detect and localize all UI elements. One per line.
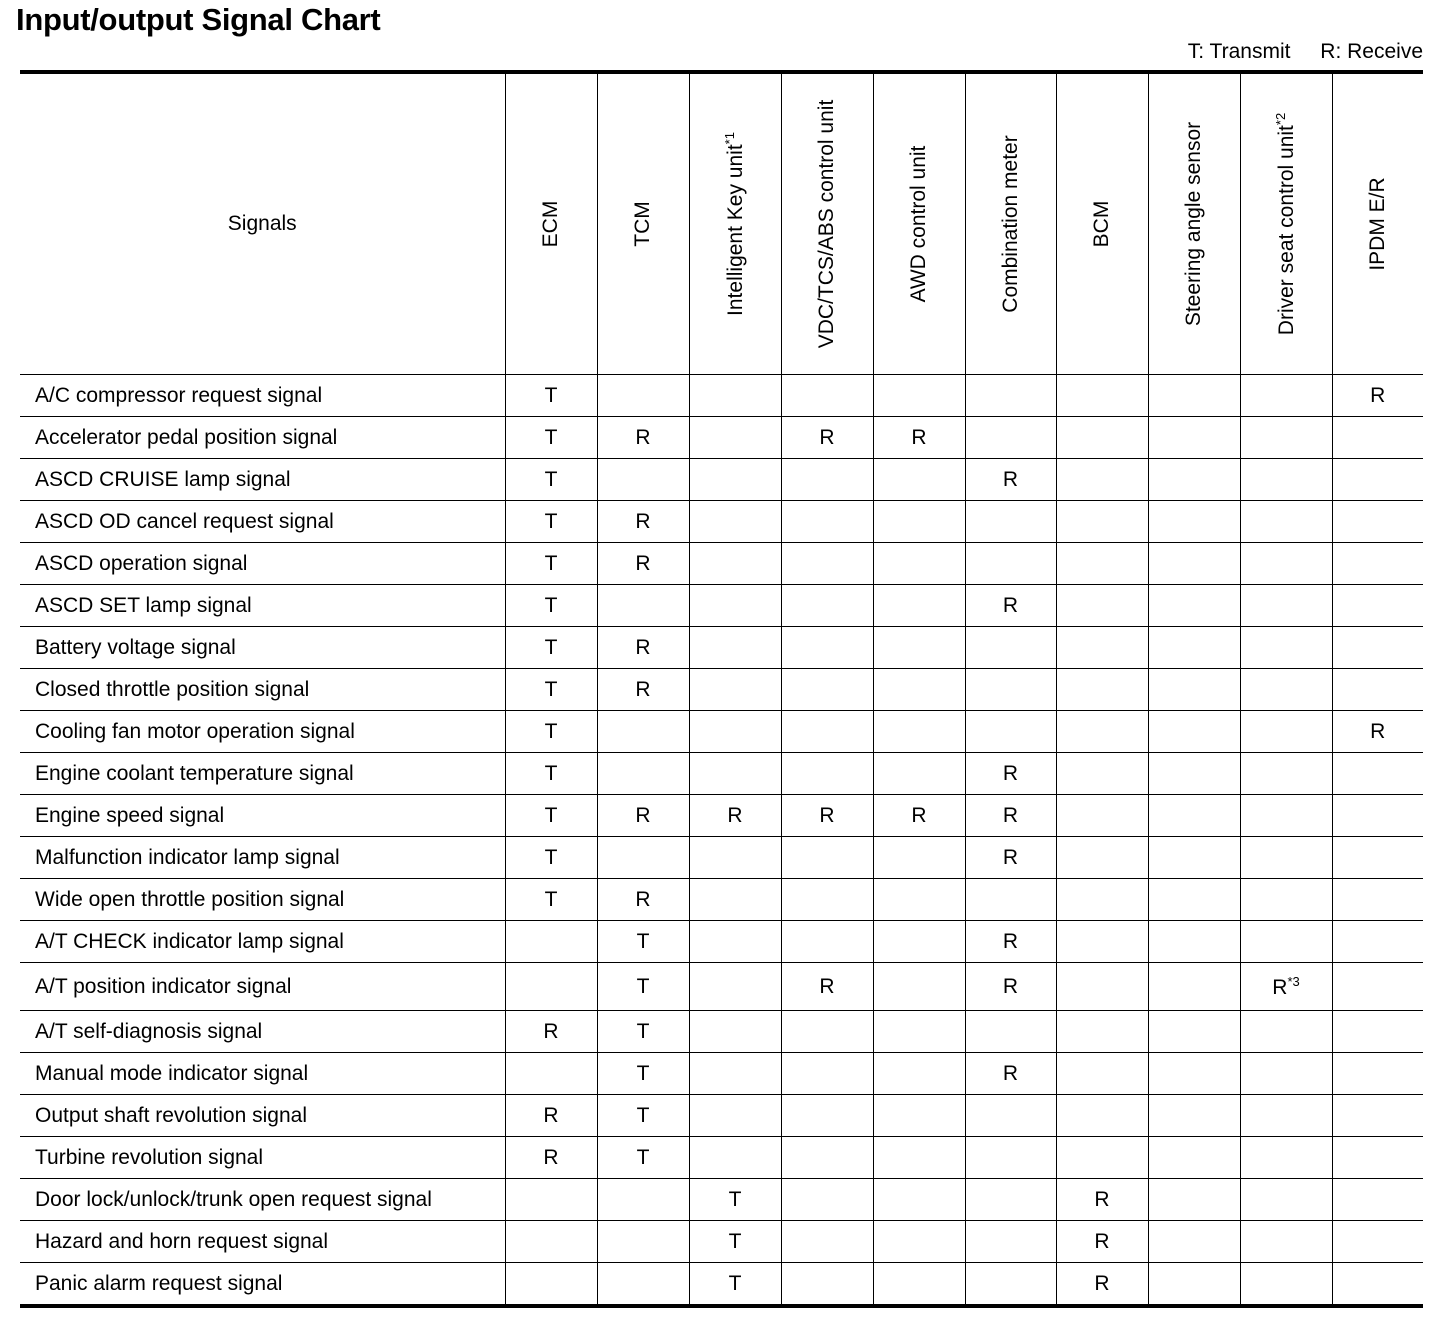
signal-chart-table	[20, 70, 1423, 1308]
signal-cell: T	[505, 711, 597, 753]
signal-cell	[873, 1053, 965, 1095]
legend-receive: R: Receive	[1320, 40, 1423, 63]
signal-cell	[873, 1179, 965, 1221]
signal-name: Manual mode indicator signal	[20, 1053, 505, 1095]
signal-cell: T	[505, 879, 597, 921]
legend	[1188, 40, 1423, 64]
signal-cell	[597, 711, 689, 753]
signal-cell	[873, 963, 965, 1011]
signal-cell	[965, 711, 1056, 753]
signal-name: ASCD CRUISE lamp signal	[20, 459, 505, 501]
signal-cell: R	[1056, 1263, 1148, 1307]
column-header-label: Steering angle sensor	[1182, 121, 1205, 327]
signal-cell	[873, 711, 965, 753]
signal-cell	[1148, 1221, 1240, 1263]
signal-cell	[1148, 375, 1240, 417]
signal-cell	[873, 1011, 965, 1053]
column-header-label: AWD control unit	[907, 145, 930, 303]
signal-cell: R	[965, 1053, 1056, 1095]
signal-cell	[505, 1053, 597, 1095]
signal-cell	[597, 375, 689, 417]
table-row	[20, 795, 1423, 837]
signal-cell	[781, 1137, 873, 1179]
signal-cell: R	[597, 543, 689, 585]
signal-cell	[1240, 1011, 1332, 1053]
signal-cell	[689, 963, 781, 1011]
signal-cell	[597, 585, 689, 627]
signal-cell	[1148, 417, 1240, 459]
signal-cell	[505, 1179, 597, 1221]
signal-cell	[1332, 627, 1423, 669]
signal-cell	[689, 417, 781, 459]
signal-cell	[689, 1095, 781, 1137]
table-row	[20, 711, 1423, 753]
signal-cell	[1056, 711, 1148, 753]
signal-cell	[597, 459, 689, 501]
signal-cell	[873, 585, 965, 627]
signal-cell	[505, 1263, 597, 1307]
signal-cell	[689, 1137, 781, 1179]
signal-cell	[1148, 795, 1240, 837]
signal-cell	[689, 1053, 781, 1095]
signal-cell: T	[597, 963, 689, 1011]
signal-cell	[965, 669, 1056, 711]
signal-cell	[1332, 753, 1423, 795]
signal-cell: R	[965, 585, 1056, 627]
signal-name: Wide open throttle position signal	[20, 879, 505, 921]
signal-cell: T	[505, 837, 597, 879]
signal-cell	[1332, 879, 1423, 921]
signal-cell: R	[965, 837, 1056, 879]
signal-cell	[1240, 753, 1332, 795]
signal-cell: R	[1332, 711, 1423, 753]
signal-cell: R	[781, 795, 873, 837]
signal-cell	[1332, 669, 1423, 711]
signal-name: Accelerator pedal position signal	[20, 417, 505, 459]
signal-cell	[965, 1011, 1056, 1053]
signal-cell	[1148, 501, 1240, 543]
column-header	[1332, 72, 1423, 375]
signal-name: A/T self-diagnosis signal	[20, 1011, 505, 1053]
signal-cell: R	[781, 417, 873, 459]
signal-cell: T	[505, 585, 597, 627]
table-row	[20, 879, 1423, 921]
signal-name: Output shaft revolution signal	[20, 1095, 505, 1137]
signal-cell: T	[597, 1011, 689, 1053]
signal-cell: T	[597, 1095, 689, 1137]
table-row	[20, 837, 1423, 879]
signal-cell	[1332, 1053, 1423, 1095]
signal-cell	[873, 669, 965, 711]
column-header	[505, 72, 597, 375]
signal-cell	[505, 1221, 597, 1263]
signal-cell	[1332, 501, 1423, 543]
signal-cell	[873, 459, 965, 501]
signal-cell: T	[505, 459, 597, 501]
signal-cell	[781, 543, 873, 585]
signal-cell: T	[505, 417, 597, 459]
signal-cell: R	[597, 417, 689, 459]
signal-cell	[781, 585, 873, 627]
signal-cell	[1332, 921, 1423, 963]
signal-cell	[1056, 417, 1148, 459]
signal-cell	[781, 921, 873, 963]
table-row	[20, 459, 1423, 501]
signal-cell	[1332, 795, 1423, 837]
signal-cell	[1332, 837, 1423, 879]
signal-cell	[873, 1095, 965, 1137]
signal-cell	[689, 753, 781, 795]
table-row	[20, 627, 1423, 669]
signal-cell	[597, 1179, 689, 1221]
table-row	[20, 1137, 1423, 1179]
signal-cell	[1148, 837, 1240, 879]
signal-cell	[689, 375, 781, 417]
signal-cell	[1240, 921, 1332, 963]
page-title: Input/output Signal Chart	[16, 2, 381, 37]
signal-cell	[1240, 627, 1332, 669]
signal-cell	[873, 627, 965, 669]
column-header-label: TCM	[631, 201, 654, 247]
signal-cell	[781, 837, 873, 879]
signal-cell	[1056, 1011, 1148, 1053]
column-header	[873, 72, 965, 375]
signal-cell: R	[781, 963, 873, 1011]
signal-cell	[781, 375, 873, 417]
signal-cell	[965, 375, 1056, 417]
signal-cell	[873, 837, 965, 879]
column-header-label: VDC/TCS/ABS control unit	[815, 99, 838, 349]
signal-cell	[781, 753, 873, 795]
signal-cell	[1240, 543, 1332, 585]
signal-cell: T	[689, 1179, 781, 1221]
signal-cell	[781, 1011, 873, 1053]
table-row	[20, 585, 1423, 627]
signal-name: A/T position indicator signal	[20, 963, 505, 1011]
signal-cell	[505, 963, 597, 1011]
signal-cell: T	[597, 1137, 689, 1179]
signal-cell	[689, 627, 781, 669]
signal-cell	[873, 879, 965, 921]
table-row	[20, 1053, 1423, 1095]
signal-name: A/C compressor request signal	[20, 375, 505, 417]
signal-cell	[689, 501, 781, 543]
column-header-label: Driver seat control unit$^{*2}$	[1273, 112, 1298, 336]
signal-cell	[1056, 879, 1148, 921]
column-header	[965, 72, 1056, 375]
signal-cell	[781, 1095, 873, 1137]
signal-cell	[1332, 585, 1423, 627]
signal-cell: R	[965, 459, 1056, 501]
signal-cell	[1148, 627, 1240, 669]
column-header-label: BCM	[1090, 200, 1113, 248]
signal-cell	[1056, 627, 1148, 669]
signal-name: Battery voltage signal	[20, 627, 505, 669]
signal-cell: T	[505, 627, 597, 669]
signal-cell: T	[505, 375, 597, 417]
signal-cell	[1240, 837, 1332, 879]
column-header	[1240, 72, 1332, 375]
signal-cell	[1148, 963, 1240, 1011]
column-header	[1056, 72, 1148, 375]
header-row	[20, 72, 1423, 375]
signal-cell	[781, 627, 873, 669]
column-header	[597, 72, 689, 375]
signal-cell	[781, 459, 873, 501]
signal-cell	[689, 1011, 781, 1053]
signal-cell	[597, 1221, 689, 1263]
signal-cell	[1240, 795, 1332, 837]
table-row	[20, 417, 1423, 459]
column-header	[689, 72, 781, 375]
table-row	[20, 753, 1423, 795]
signal-cell	[781, 501, 873, 543]
signal-cell	[781, 1263, 873, 1307]
signal-cell	[1332, 1137, 1423, 1179]
table-row	[20, 1095, 1423, 1137]
signal-cell	[781, 879, 873, 921]
signal-cell	[873, 543, 965, 585]
signal-cell: R	[965, 795, 1056, 837]
signal-cell: R	[965, 921, 1056, 963]
table-row	[20, 1179, 1423, 1221]
signal-cell	[965, 879, 1056, 921]
signal-cell	[965, 417, 1056, 459]
column-header-label: Combination meter	[998, 135, 1022, 313]
signal-cell	[1240, 501, 1332, 543]
signal-cell	[597, 837, 689, 879]
table-row	[20, 1221, 1423, 1263]
signal-cell: R	[597, 879, 689, 921]
signal-cell	[1240, 585, 1332, 627]
signal-cell	[1332, 1179, 1423, 1221]
table-row	[20, 921, 1423, 963]
signal-cell: R	[965, 753, 1056, 795]
signal-cell	[781, 1221, 873, 1263]
signal-cell	[1148, 753, 1240, 795]
signal-cell	[1148, 1263, 1240, 1307]
signal-cell	[1056, 753, 1148, 795]
signal-cell	[689, 879, 781, 921]
signal-cell: T	[505, 669, 597, 711]
legend-transmit: T: Transmit	[1187, 40, 1291, 63]
signal-cell	[1240, 1095, 1332, 1137]
signal-name: ASCD SET lamp signal	[20, 585, 505, 627]
signal-cell	[781, 711, 873, 753]
signal-cell: T	[689, 1263, 781, 1307]
signal-cell	[1056, 585, 1148, 627]
signal-cell: R	[597, 627, 689, 669]
signal-cell	[965, 1137, 1056, 1179]
signal-cell	[597, 1263, 689, 1307]
table-row	[20, 669, 1423, 711]
signal-cell	[1332, 543, 1423, 585]
signal-cell	[965, 501, 1056, 543]
signal-cell	[1148, 921, 1240, 963]
signal-cell	[1148, 1011, 1240, 1053]
signal-cell	[1056, 1137, 1148, 1179]
signal-cell	[1056, 921, 1148, 963]
signal-cell	[1240, 1263, 1332, 1307]
signal-cell	[965, 1179, 1056, 1221]
signal-cell	[1148, 585, 1240, 627]
signal-cell	[689, 669, 781, 711]
signal-name: Turbine revolution signal	[20, 1137, 505, 1179]
table-row	[20, 543, 1423, 585]
signal-cell	[965, 627, 1056, 669]
signal-cell: T	[689, 1221, 781, 1263]
signal-cell	[1056, 669, 1148, 711]
signal-cell	[1332, 1095, 1423, 1137]
signal-cell	[1148, 543, 1240, 585]
signal-cell: R	[1056, 1179, 1148, 1221]
table-row	[20, 501, 1423, 543]
signal-cell	[1332, 1011, 1423, 1053]
signal-cell	[1240, 711, 1332, 753]
signal-cell: R	[505, 1011, 597, 1053]
signal-cell	[781, 1053, 873, 1095]
signal-cell: T	[505, 543, 597, 585]
signal-cell	[689, 711, 781, 753]
signal-cell: R	[873, 417, 965, 459]
signal-cell	[1332, 963, 1423, 1011]
signal-cell	[689, 459, 781, 501]
signal-cell	[965, 1095, 1056, 1137]
signal-cell	[1240, 879, 1332, 921]
signal-name: Panic alarm request signal	[20, 1263, 505, 1307]
column-header	[1148, 72, 1240, 375]
signal-cell	[689, 585, 781, 627]
signal-cell	[1056, 1095, 1148, 1137]
signal-cell: T	[597, 921, 689, 963]
signal-cell	[1240, 1179, 1332, 1221]
signal-cell	[781, 1179, 873, 1221]
signal-cell	[873, 753, 965, 795]
signal-cell	[873, 1137, 965, 1179]
table-row	[20, 375, 1423, 417]
signal-cell: T	[505, 795, 597, 837]
signal-cell	[965, 543, 1056, 585]
column-header	[781, 72, 873, 375]
signal-cell: $R^{*3}$	[1240, 963, 1332, 1011]
signal-cell: R	[965, 963, 1056, 1011]
signal-cell	[1148, 1179, 1240, 1221]
signal-cell: R	[597, 795, 689, 837]
signal-cell	[965, 1221, 1056, 1263]
signal-name: Engine coolant temperature signal	[20, 753, 505, 795]
signal-cell	[1240, 375, 1332, 417]
signal-name: Door lock/unlock/trunk open request signal	[20, 1179, 505, 1221]
signal-cell	[1332, 1263, 1423, 1307]
signal-cell	[781, 669, 873, 711]
signal-cell	[1056, 375, 1148, 417]
signal-cell	[1332, 1221, 1423, 1263]
table-row	[20, 963, 1423, 1011]
signal-name: A/T CHECK indicator lamp signal	[20, 921, 505, 963]
signal-cell	[1056, 1053, 1148, 1095]
column-header-label: ECM	[539, 200, 562, 248]
signal-cell	[873, 921, 965, 963]
signal-cell	[1056, 501, 1148, 543]
table-row	[20, 1011, 1423, 1053]
signal-cell	[1056, 795, 1148, 837]
signal-cell	[1240, 1221, 1332, 1263]
signal-cell	[965, 1263, 1056, 1307]
signal-cell	[1148, 711, 1240, 753]
signal-cell	[1240, 459, 1332, 501]
signal-cell	[1148, 879, 1240, 921]
signal-cell	[1148, 1095, 1240, 1137]
signal-cell: R	[505, 1095, 597, 1137]
signal-cell: T	[505, 753, 597, 795]
signal-cell: T	[597, 1053, 689, 1095]
column-header-label: IPDM E/R	[1365, 177, 1389, 271]
signal-name: Engine speed signal	[20, 795, 505, 837]
signal-cell	[689, 921, 781, 963]
signal-name: Hazard and horn request signal	[20, 1221, 505, 1263]
signal-cell: R	[505, 1137, 597, 1179]
signal-cell	[873, 1263, 965, 1307]
signal-cell	[689, 543, 781, 585]
signal-cell	[1148, 1053, 1240, 1095]
signal-cell	[597, 753, 689, 795]
signal-cell: R	[1056, 1221, 1148, 1263]
signals-column-header: Signals	[20, 72, 505, 375]
signal-cell	[1056, 963, 1148, 1011]
signal-cell: R	[597, 501, 689, 543]
signal-cell	[689, 837, 781, 879]
signal-cell	[1056, 459, 1148, 501]
signal-cell	[1240, 1053, 1332, 1095]
signal-cell: T	[505, 501, 597, 543]
signal-cell	[1148, 459, 1240, 501]
signal-name: Cooling fan motor operation signal	[20, 711, 505, 753]
table-body	[20, 375, 1423, 1307]
signal-name: Closed throttle position signal	[20, 669, 505, 711]
signal-cell: R	[873, 795, 965, 837]
signal-cell	[1240, 669, 1332, 711]
signal-cell: R	[597, 669, 689, 711]
signal-name: ASCD operation signal	[20, 543, 505, 585]
signal-cell	[1056, 837, 1148, 879]
signal-name: ASCD OD cancel request signal	[20, 501, 505, 543]
signal-cell	[1148, 669, 1240, 711]
column-header-label: Intelligent Key unit$^{*1}$	[722, 132, 747, 316]
signal-cell	[873, 1221, 965, 1263]
signal-cell	[505, 921, 597, 963]
signal-cell: R	[1332, 375, 1423, 417]
signal-cell	[1240, 1137, 1332, 1179]
signal-cell	[1240, 417, 1332, 459]
signal-cell	[1332, 459, 1423, 501]
signal-cell	[873, 501, 965, 543]
signal-cell	[873, 375, 965, 417]
signal-cell	[1332, 417, 1423, 459]
signal-cell: R	[689, 795, 781, 837]
table-row	[20, 1263, 1423, 1307]
signal-name: Malfunction indicator lamp signal	[20, 837, 505, 879]
signal-cell	[1148, 1137, 1240, 1179]
signal-cell	[1056, 543, 1148, 585]
